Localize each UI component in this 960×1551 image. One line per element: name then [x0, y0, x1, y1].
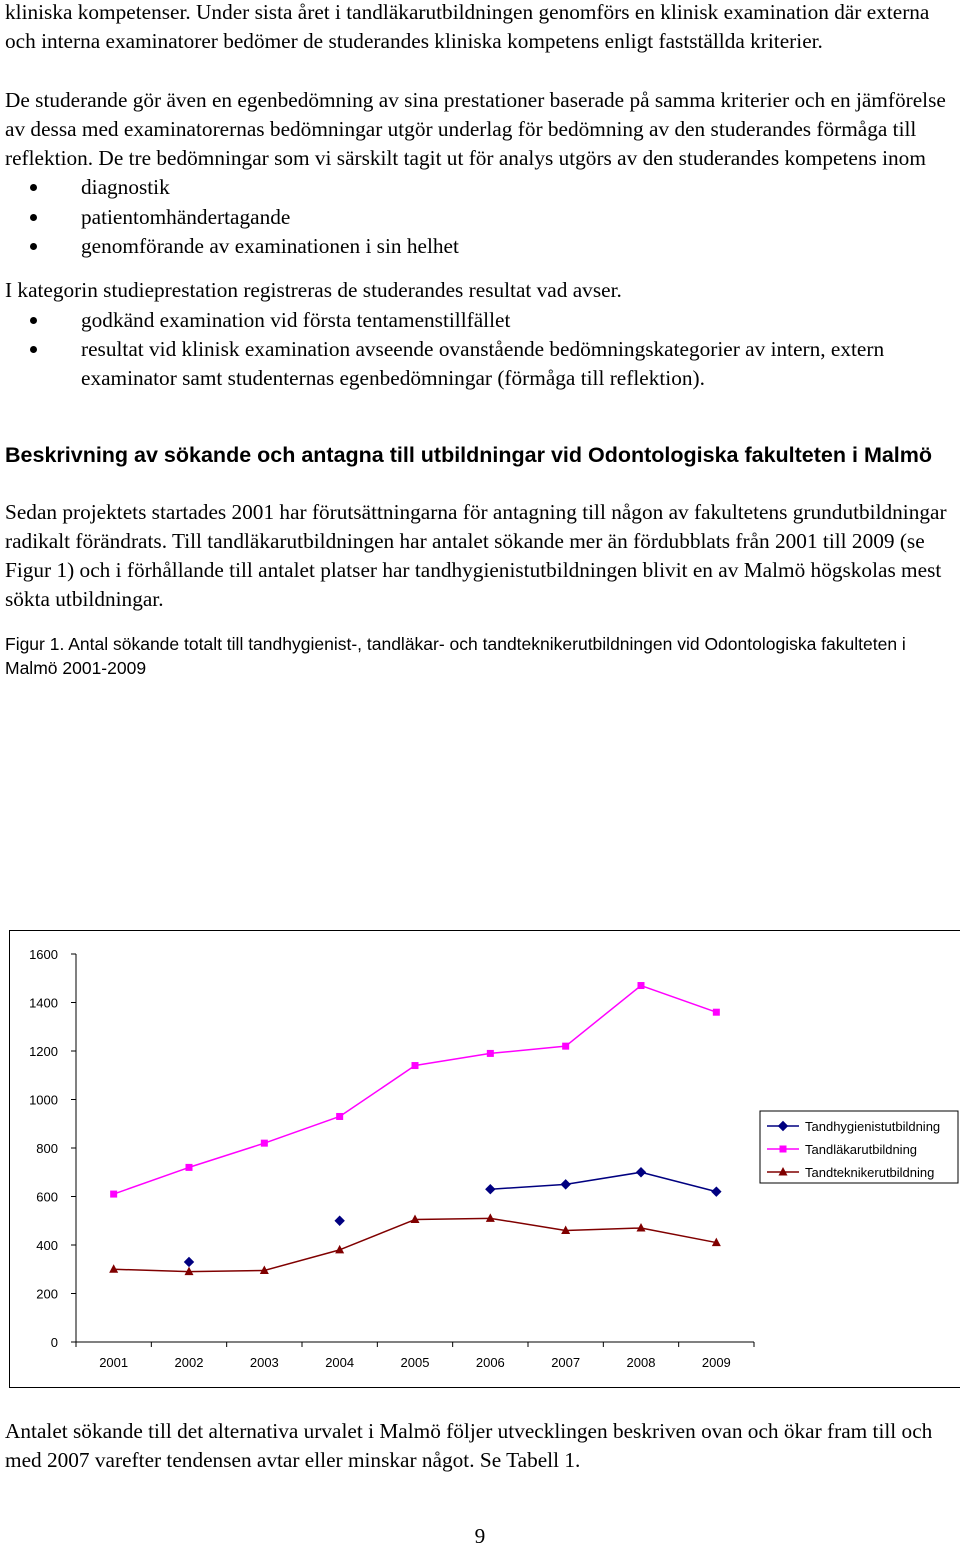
data-point-tandläkarutbildning: [487, 1050, 494, 1057]
x-tick-label: 2006: [475, 1355, 505, 1370]
competence-list: [5, 173, 955, 261]
list-item: genomförande av examinationen i sin helhet: [5, 232, 955, 261]
data-point-tandhygienistutbildning: [561, 1180, 570, 1189]
legend-label: Tandläkarutbildning: [805, 1142, 918, 1157]
series-line-tandteknikerutbildning: [490, 1218, 565, 1230]
series-line-tandläkarutbildning: [264, 1116, 339, 1143]
data-point-tandläkarutbildning: [186, 1164, 193, 1171]
performance-list: [5, 306, 955, 394]
list-item: godkänd examination vid första tentamenstillfället: [5, 306, 955, 335]
paragraph-self-assessment: De studerande gör även en egenbedömning av sina prestationer baserade på samma kriterier och en jämförelse av dessa med examinatorernas bedömningar utgör underlag för bedömning av den studerandes förmåga till reflektion. De tre bedömningar som vi särskilt tagit ut för analys utgörs av den studerandes kompetens inom: [5, 87, 946, 171]
series-line-tandläkarutbildning: [490, 1046, 565, 1053]
y-tick-label: 1400: [29, 995, 58, 1011]
data-point-tandläkarutbildning: [713, 1009, 720, 1016]
data-point-tandhygienistutbildning: [712, 1187, 721, 1196]
series-line-tandläkarutbildning: [641, 986, 716, 1013]
data-point-tandhygienistutbildning: [637, 1168, 646, 1177]
data-point-tandhygienistutbildning: [335, 1216, 344, 1225]
y-tick-label: 1200: [29, 1044, 58, 1059]
legend-marker-tandläkarutbildning: [780, 1146, 787, 1153]
x-tick-label: 2009: [701, 1355, 731, 1370]
figure-caption: Figur 1. Antal sökande totalt till tandhygienist-, tandläkar- och tandteknikerutbildningen vid Odontologiska fakulteten i Malmö 2001-2009: [5, 633, 906, 679]
series-line-tandteknikerutbildning: [641, 1228, 716, 1243]
chart-frame: [9, 930, 960, 1388]
y-tick-label: 200: [36, 1286, 58, 1302]
legend-marker-tandhygienistutbildning: [779, 1122, 788, 1131]
data-point-tandhygienistutbildning: [486, 1185, 495, 1194]
list-item: patientomhändertagande: [5, 203, 955, 232]
series-line-tandteknikerutbildning: [114, 1269, 189, 1271]
data-point-tandläkarutbildning: [562, 1043, 569, 1050]
y-tick-label: 0: [50, 1335, 58, 1350]
paragraph-intro: kliniska kompetenser. Under sista året i tandläkarutbildningen genomförs en klinisk examination där externa och interna examinatorer bedömer de studerandes kliniska kompetens enligt fastställda kriterier.: [5, 0, 930, 54]
series-line-tandläkarutbildning: [189, 1143, 264, 1167]
x-tick-label: 2005: [400, 1355, 430, 1370]
series-line-tandhygienistutbildning: [641, 1172, 716, 1191]
series-line-tandhygienistutbildning: [566, 1172, 641, 1184]
series-line-tandläkarutbildning: [114, 1167, 189, 1194]
list-item: resultat vid klinisk examination avseende ovanstående bedömningskategorier av intern, extern examinator samt studenternas egenbedömningar (förmåga till reflektion).: [5, 335, 955, 394]
series-line-tandteknikerutbildning: [189, 1270, 264, 1271]
y-tick-label: 1600: [29, 947, 58, 962]
y-tick-label: 600: [36, 1189, 58, 1205]
data-point-tandläkarutbildning: [110, 1191, 117, 1198]
series-line-tandteknikerutbildning: [566, 1228, 641, 1230]
y-tick-label: 800: [36, 1141, 58, 1156]
data-point-tandläkarutbildning: [336, 1113, 343, 1120]
section-heading: Beskrivning av sökande och antagna till utbildningar vid Odontologiska fakulteten i Malmö: [5, 442, 933, 467]
series-line-tandteknikerutbildning: [264, 1250, 339, 1271]
data-point-tandteknikerutbildning: [637, 1223, 646, 1232]
x-tick-label: 2007: [551, 1355, 581, 1370]
y-tick-label: 400: [36, 1238, 58, 1253]
x-tick-label: 2004: [325, 1355, 355, 1370]
series-line-tandläkarutbildning: [415, 1053, 490, 1065]
legend-label: Tandteknikerutbildning: [805, 1165, 935, 1180]
series-line-tandläkarutbildning: [340, 1066, 415, 1117]
list-item: diagnostik: [5, 173, 955, 202]
series-line-tandteknikerutbildning: [340, 1220, 415, 1250]
y-tick-label: 1000: [29, 1092, 58, 1108]
series-line-tandhygienistutbildning: [490, 1184, 565, 1189]
data-point-tandteknikerutbildning: [109, 1264, 118, 1273]
series-line-tandteknikerutbildning: [415, 1218, 490, 1219]
data-point-tandhygienistutbildning: [185, 1257, 194, 1266]
paragraph-study-performance: I kategorin studieprestation registreras de studerandes resultat vad avser.: [5, 278, 622, 303]
paragraph-applicants: Sedan projektets startades 2001 har förutsättningarna för antagning till någon av fakultetens grundutbildningar radikalt förändrats. Till tandläkarutbildningen har antalet sökande mer än fördubblats från 2001 till 2009 (se Figur 1) och i förhållande till antalet platser har tandhygienistutbildningen blivit en av Malmö högskolas mest sökta utbildningar.: [5, 499, 947, 612]
x-tick-label: 2003: [249, 1355, 279, 1370]
series-line-tandläkarutbildning: [566, 986, 641, 1047]
legend-label: Tandhygienistutbildning: [805, 1119, 941, 1134]
x-tick-label: 2002: [174, 1355, 204, 1370]
data-point-tandläkarutbildning: [261, 1140, 268, 1147]
page-number: 9: [474, 1524, 486, 1548]
data-point-tandläkarutbildning: [412, 1062, 419, 1069]
x-tick-label: 2001: [99, 1355, 129, 1370]
data-point-tandteknikerutbildning: [486, 1213, 495, 1222]
x-tick-label: 2008: [626, 1355, 656, 1370]
document-page: [5, 0, 955, 681]
data-point-tandläkarutbildning: [638, 982, 645, 989]
paragraph-alternative-selection: Antalet sökande till det alternativa urvalet i Malmö följer utvecklingen beskriven ovan och ökar fram till och med 2007 varefter tendensen avtar eller minskar något. Se Tabell 1.: [5, 1419, 933, 1473]
line-chart: [10, 931, 960, 1387]
